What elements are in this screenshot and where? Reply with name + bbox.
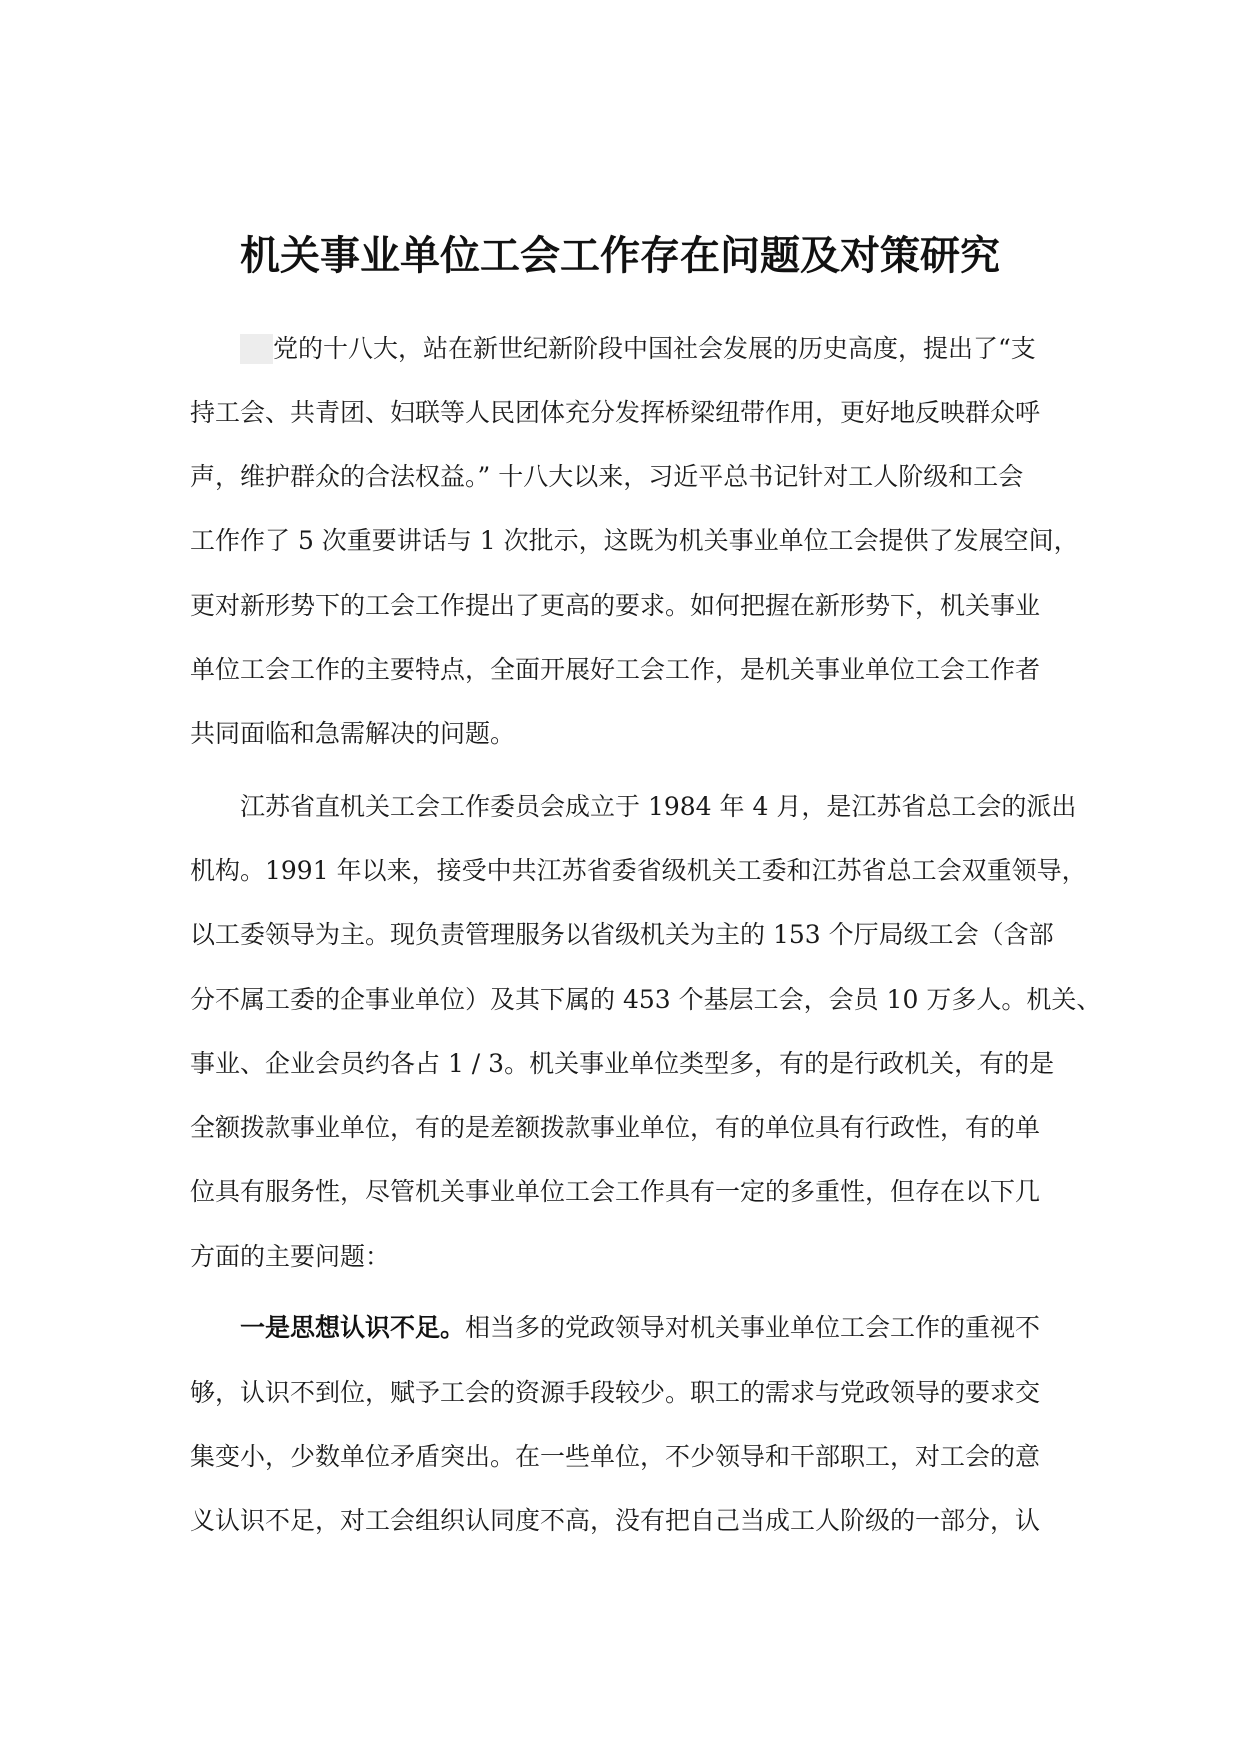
paragraph-2-line-5: 事业、企业会员约各占 1 / 3。机关事业单位类型多，有的是行政机关，有的是: [190, 1049, 1055, 1078]
paragraph-1-line-2: 持工会、共青团、妇联等人民团体充分发挥桥梁纽带作用，更好地反映群众呼: [190, 398, 1041, 427]
document-title: 机关事业单位工会工作存在问题及对策研究: [240, 232, 1000, 279]
paragraph-2-line-4: 分不属工委的企事业单位）及其下属的 453 个基层工会，会员 10 万多人。机关、: [190, 985, 1102, 1014]
paragraph-2-line-3: 以工委领导为主。现负责管理服务以省级机关为主的 153 个厅局级工会（含部: [190, 920, 1054, 949]
paragraph-1-line-3: 声，维护群众的合法权益。” 十八大以来，习近平总书记针对工人阶级和工会: [190, 462, 1024, 491]
paragraph-3-line-2: 够，认识不到位，赋予工会的资源手段较少。职工的需求与党政领导的要求交: [190, 1378, 1041, 1407]
paragraph-3-lead: 一是思想认识不足。: [240, 1313, 466, 1342]
paragraph-1-line-4: 工作作了 5 次重要讲话与 1 次批示，这既为机关事业单位工会提供了发展空间，: [190, 526, 1079, 555]
paragraph-2-line-1: 江苏省直机关工会工作委员会成立于 1984 年 4 月，是江苏省总工会的派出: [240, 792, 1077, 821]
paragraph-3-line-1: [240, 1308, 1040, 1348]
paragraph-1-line-5: 更对新形势下的工会工作提出了更高的要求。如何把握在新形势下，机关事业: [190, 591, 1041, 620]
paragraph-1-line-7: 共同面临和急需解决的问题。: [190, 719, 516, 748]
paragraph-1-line-6: 单位工会工作的主要特点，全面开展好工会工作，是机关事业单位工会工作者: [190, 655, 1041, 684]
paragraph-3-line-4: 义认识不足，对工会组织认同度不高，没有把自己当成工人阶级的一部分，认: [190, 1506, 1041, 1535]
paragraph-2-line-8: 方面的主要问题：: [190, 1242, 391, 1271]
paragraph-2-line-6: 全额拨款事业单位，有的是差额拨款事业单位，有的单位具有行政性，有的单: [190, 1113, 1041, 1142]
paragraph-2-line-2: 机构。1991 年以来，接受中共江苏省委省级机关工委和江苏省总工会双重领导，: [190, 856, 1087, 885]
paragraph-2-line-7: 位具有服务性，尽管机关事业单位工会工作具有一定的多重性，但存在以下几: [190, 1177, 1041, 1206]
paragraph-1-line-1: 党的十八大，站在新世纪新阶段中国社会发展的历史高度，提出了“支: [273, 334, 1036, 363]
redacted-mark: [240, 334, 273, 364]
paragraph-3-line-1-rest: 相当多的党政领导对机关事业单位工会工作的重视不: [465, 1313, 1041, 1342]
paragraph-3-line-3: 集变小，少数单位矛盾突出。在一些单位，不少领导和干部职工，对工会的意: [190, 1442, 1041, 1471]
